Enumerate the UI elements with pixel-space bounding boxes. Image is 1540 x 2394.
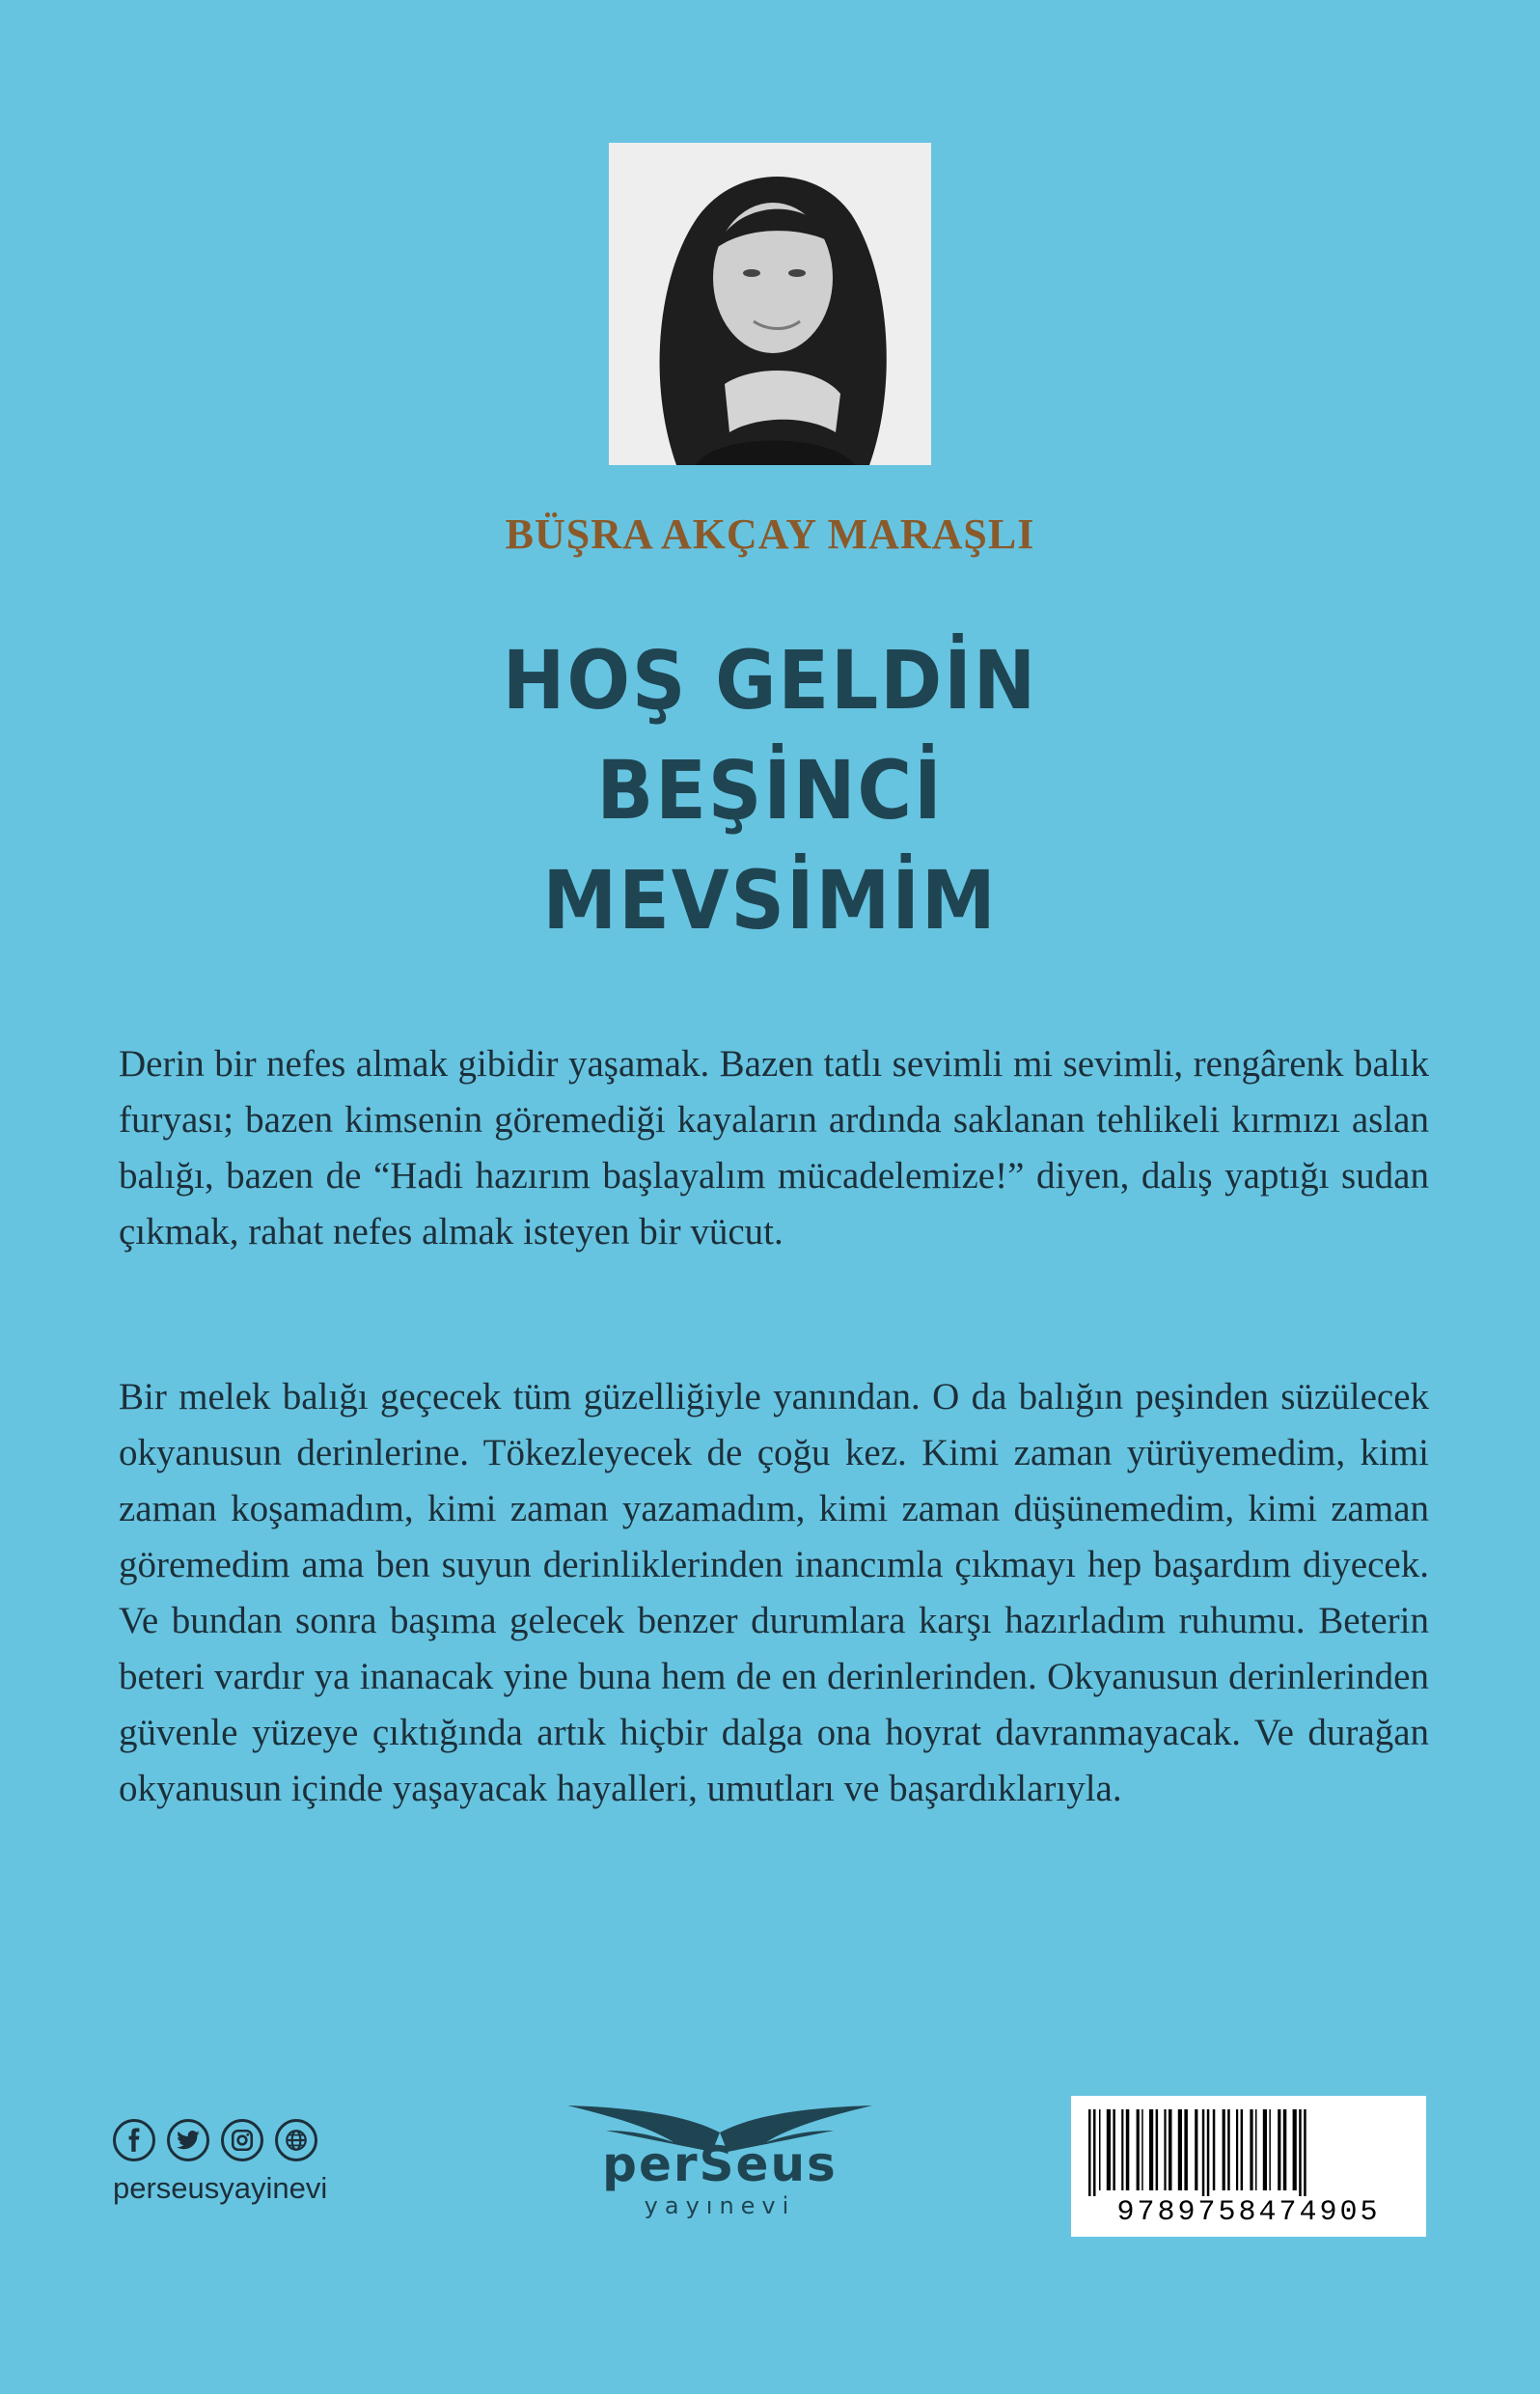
title-line: HOŞ GELDİN [502, 633, 1038, 728]
barcode-bar [1093, 2109, 1096, 2196]
instagram-icon[interactable] [221, 2119, 263, 2161]
title-line: BEŞİNCİ [596, 743, 944, 838]
barcode-bar [1293, 2109, 1297, 2190]
twitter-icon[interactable] [167, 2119, 209, 2161]
barcode-bar [1207, 2109, 1210, 2196]
barcode-bar [1202, 2109, 1205, 2196]
barcode-bar [1099, 2109, 1101, 2190]
globe-icon[interactable] [275, 2119, 317, 2161]
barcode-bars [1085, 2109, 1413, 2196]
publisher-logo [567, 2104, 872, 2219]
barcode-bar [1283, 2109, 1287, 2190]
barcode-bar [1278, 2109, 1280, 2190]
barcode-bar [1137, 2109, 1140, 2190]
barcode-bar [1169, 2109, 1172, 2190]
author-photo [609, 143, 931, 465]
barcode-bar [1121, 2109, 1123, 2190]
barcode-bar [1156, 2109, 1159, 2190]
barcode-bar [1213, 2109, 1216, 2190]
publisher-name: perSeus [602, 2136, 838, 2192]
barcode-bar [1269, 2109, 1271, 2190]
social-icons [113, 2119, 317, 2161]
facebook-icon[interactable] [113, 2119, 155, 2161]
blurb-paragraph: Bir melek balığı geçecek tüm güzelliğiyle yanından. O da balığın peşinden süzülecek okyanusun derinlerine. Tökezleyecek de çoğu kez. Kimi zaman yürüyemedim, kimi zaman koşamadım, kimi zaman yazamadım, kimi zaman düşünemedim, kimi zaman göremedim ama ben suyun derinliklerinden inancımla çıkmayı hep başardım diyecek. Ve bundan sonra başıma gelecek benzer durumlara karşı hazırladım ruhumu. Beterin beteri vardır ya inanacak yine buna hem de en derinlerinden. Okyanusun derinlerinden güvenle yüzeye çıktığında artık hiçbir dalga ona hoyrat davranmayacak. Ve durağan okyanusun içinde yaşayacak hayalleri, umutları ve başardıklarıyla. [119, 1376, 1429, 1809]
barcode-bar [1164, 2109, 1166, 2190]
barcode-bar [1263, 2109, 1267, 2190]
barcode-bar [1107, 2109, 1111, 2190]
barcode-bar [1255, 2109, 1257, 2190]
barcode-bar [1141, 2109, 1143, 2190]
barcode-bar [1250, 2109, 1252, 2190]
barcode-bar [1227, 2109, 1230, 2190]
barcode-bar [1241, 2109, 1244, 2190]
isbn-barcode [1071, 2096, 1426, 2237]
barcode-bar [1126, 2109, 1130, 2190]
barcode-bar [1113, 2109, 1115, 2190]
barcode-bar [1195, 2109, 1197, 2190]
barcode-bar [1304, 2109, 1306, 2196]
social-handle[interactable]: perseusyayinevi [113, 2171, 328, 2205]
blurb-paragraph: Derin bir nefes almak gibidir yaşamak. Bazen tatlı sevimli mi sevimli, rengârenk balık furyası; bazen kimsenin göremediği kayaların ardında saklanan tehlikeli kırmızı aslan balığı, bazen de “Hadi hazırım başlayalım mücadelemize!” diyen, dalış yaptığı sudan çıkmak, rahat nefes almak isteyen bir vücut. [119, 1043, 1429, 1252]
author-name: BÜŞRA AKÇAY MARAŞLI [505, 510, 1035, 558]
isbn-digits: 9789758474905 [1116, 2196, 1381, 2229]
barcode-bar [1149, 2109, 1153, 2190]
book-title [0, 625, 1540, 955]
barcode-bar [1299, 2109, 1302, 2196]
barcode-bar [1236, 2109, 1238, 2190]
barcode-bar [1184, 2109, 1188, 2190]
barcode-bar [1223, 2109, 1225, 2190]
title-line: MEVSİMİM [542, 853, 998, 948]
publisher-subtitle: yayınevi [644, 2192, 796, 2219]
barcode-bar [1088, 2109, 1091, 2196]
barcode-bar [1178, 2109, 1182, 2190]
